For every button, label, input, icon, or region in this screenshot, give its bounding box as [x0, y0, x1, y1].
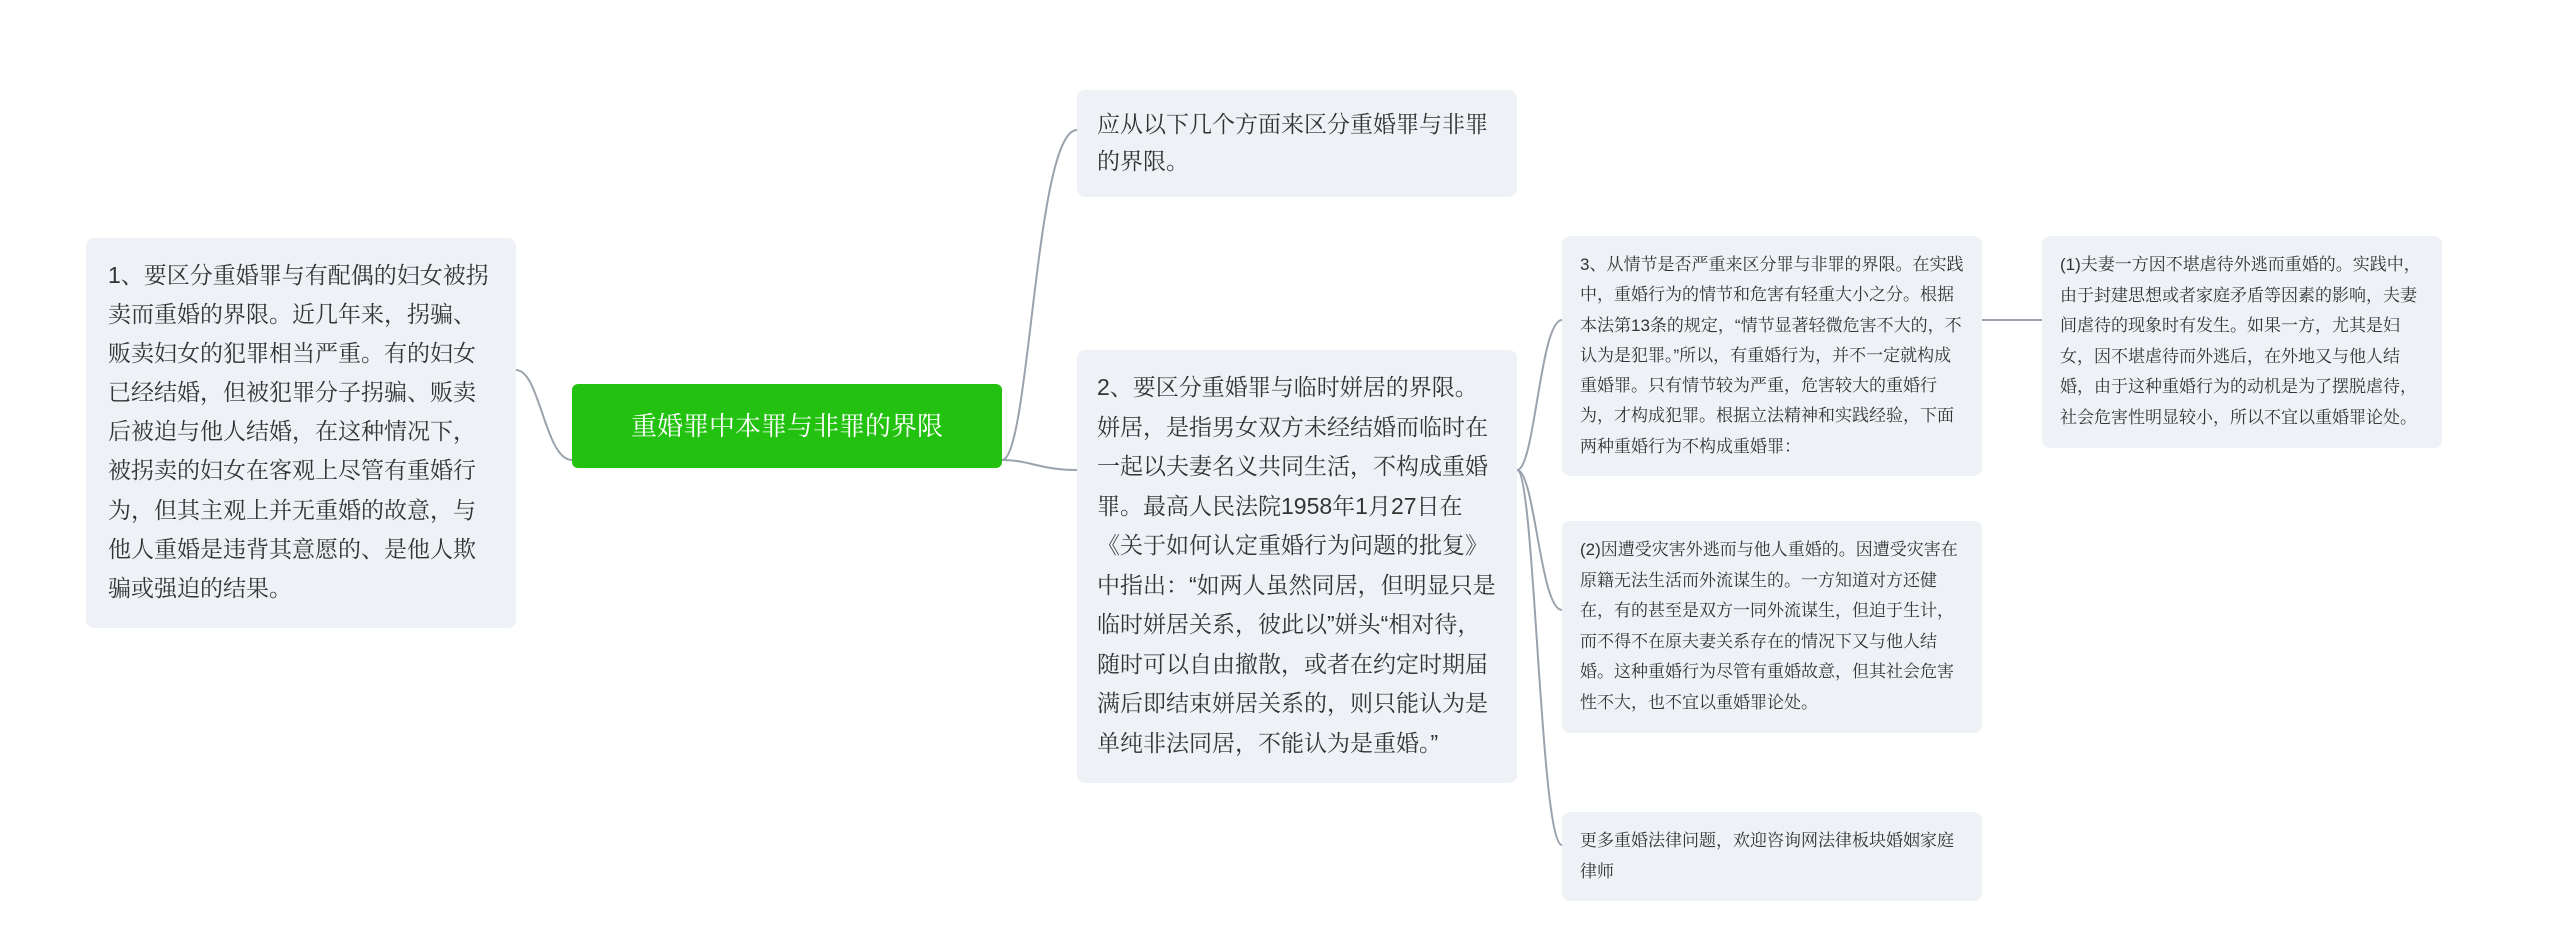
link-root-child2 — [1002, 460, 1077, 470]
mindmap-node-left-branch[interactable]: 1、要区分重婚罪与有配偶的妇女被拐卖而重婚的界限。近几年来，拐骗、贩卖妇女的犯罪相当严重。有的妇女已经结婚，但被犯罪分子拐骗、贩卖后被迫与他人结婚，在这种情况下，被拐卖的妇女在客观上尽管有重婚行为，但其主观上并无重婚的故意，与他人重婚是违背其意愿的、是他人欺骗或强迫的结果。 — [86, 238, 516, 628]
link-child2-sub2 — [1517, 470, 1562, 610]
mindmap-node-intro[interactable]: 应从以下几个方面来区分重婚罪与非罪的界限。 — [1077, 90, 1517, 197]
link-root-child1 — [1002, 130, 1077, 460]
link-root-left — [516, 370, 572, 460]
link-child2-sub3 — [1517, 320, 1562, 470]
link-child2-footer — [1517, 470, 1562, 845]
mindmap-root-node[interactable]: 重婚罪中本罪与非罪的界限 — [572, 384, 1002, 468]
mindmap-node-point-3[interactable]: 3、从情节是否严重来区分罪与非罪的界限。在实践中，重婚行为的情节和危害有轻重大小之分。根据本法第13条的规定，“情节显著轻微危害不大的，不认为是犯罪。”所以，有重婚行为，并不一定就构成重婚罪。只有情节较为严重，危害较大的重婚行为，才构成犯罪。根据立法精神和实践经验，下面两种重婚行为不构成重婚罪： — [1562, 236, 1982, 476]
mindmap-node-case-1[interactable]: (1)夫妻一方因不堪虐待外逃而重婚的。实践中，由于封建思想或者家庭矛盾等因素的影响，夫妻间虐待的现象时有发生。如果一方，尤其是妇女，因不堪虐待而外逃后，在外地又与他人结婚，由于这种重婚行为的动机是为了摆脱虐待，社会危害性明显较小，所以不宜以重婚罪论处。 — [2042, 236, 2442, 448]
mindmap-node-case-2[interactable]: (2)因遭受灾害外逃而与他人重婚的。因遭受灾害在原籍无法生活而外流谋生的。一方知道对方还健在，有的甚至是双方一同外流谋生，但迫于生计，而不得不在原夫妻关系存在的情况下又与他人结婚。这种重婚行为尽管有重婚故意，但其社会危害性不大，也不宜以重婚罪论处。 — [1562, 521, 1982, 733]
mindmap-node-footer-note[interactable]: 更多重婚法律问题，欢迎咨询网法律板块婚姻家庭律师 — [1562, 812, 1982, 901]
mindmap-node-point-2[interactable]: 2、要区分重婚罪与临时姘居的界限。姘居，是指男女双方未经结婚而临时在一起以夫妻名义共同生活，不构成重婚罪。最高人民法院1958年1月27日在《关于如何认定重婚行为问题的批复》中指出：“如两人虽然同居，但明显只是临时姘居关系，彼此以”姘头“相对待，随时可以自由撤散，或者在约定时期届满后即结束姘居关系的，则只能认为是单纯非法同居，不能认为是重婚。” — [1077, 350, 1517, 783]
